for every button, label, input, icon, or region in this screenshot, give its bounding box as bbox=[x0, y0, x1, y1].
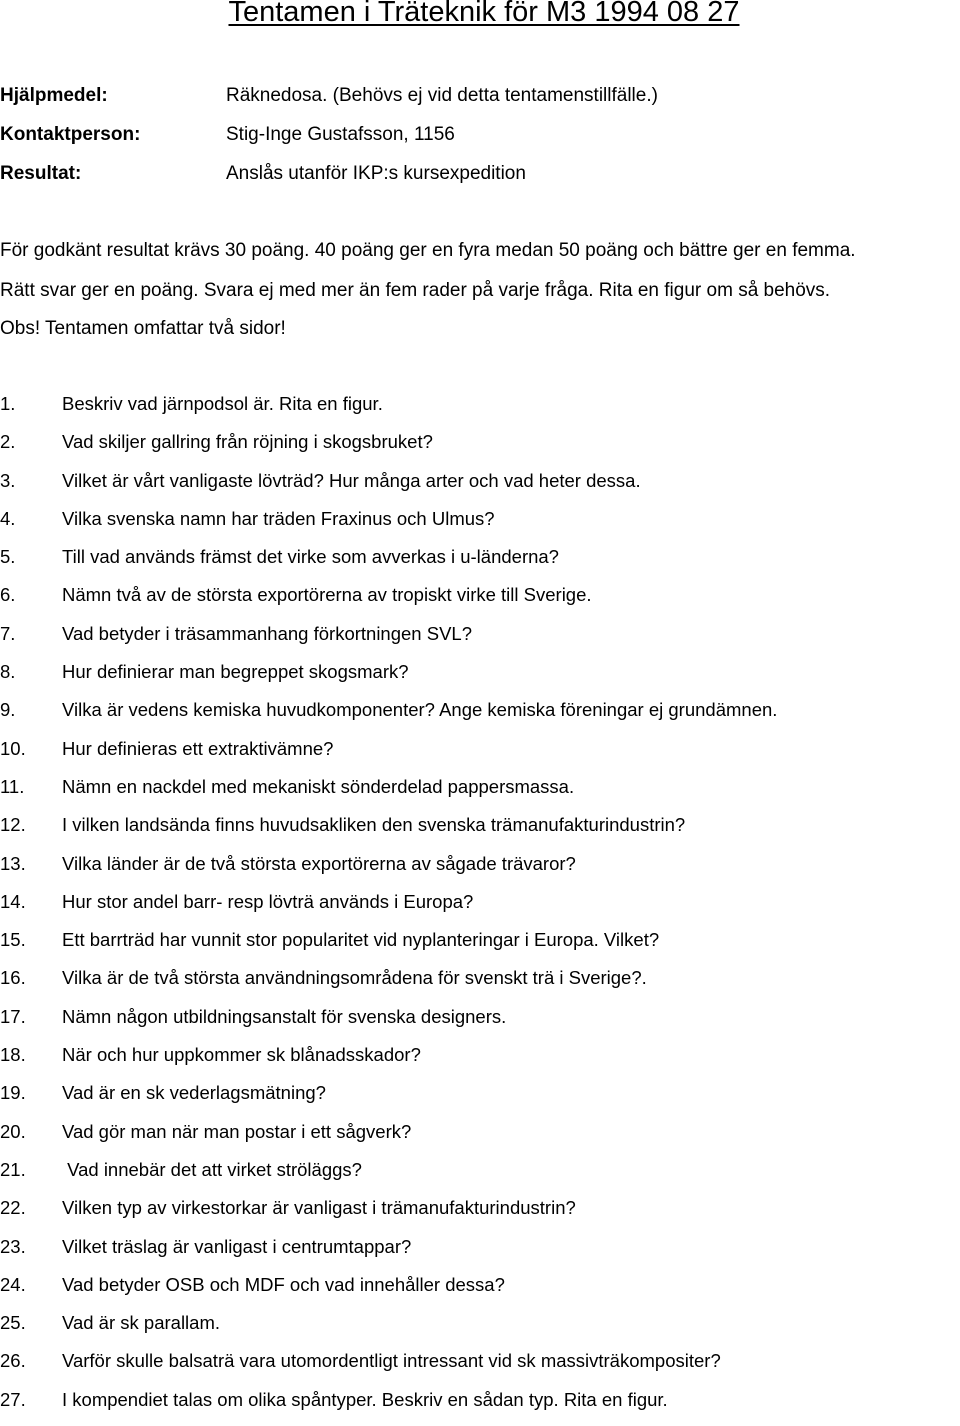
question-number: 8. bbox=[0, 661, 16, 683]
question-number: 18. bbox=[0, 1044, 26, 1066]
question-number: 22. bbox=[0, 1197, 26, 1219]
question-number: 17. bbox=[0, 1005, 26, 1027]
question-number: 20. bbox=[0, 1120, 26, 1142]
question-text: Vad gör man när man postar i ett sågverk? bbox=[62, 1120, 412, 1142]
question-text: Vad är en sk vederlagsmätning? bbox=[62, 1082, 326, 1104]
question-number: 5. bbox=[0, 546, 16, 568]
question-text: Vad innebär det att virket ströläggs? bbox=[62, 1158, 362, 1180]
question-text: Vilket är vårt vanligaste lövträd? Hur många arter och vad heter dessa. bbox=[62, 469, 641, 491]
question-number: 1. bbox=[0, 393, 16, 414]
question-number: 24. bbox=[0, 1273, 26, 1295]
question-number: 21. bbox=[0, 1158, 26, 1180]
question-number: 7. bbox=[0, 622, 16, 644]
question-text: Vilka är de två största användningsområdena för svenskt trä i Sverige?. bbox=[62, 967, 647, 989]
question-number: 23. bbox=[0, 1235, 26, 1257]
question-text: I kompendiet talas om olika spåntyper. Beskriv en sådan typ. Rita en figur. bbox=[62, 1388, 668, 1410]
question-number: 3. bbox=[0, 469, 16, 491]
question-text: Vad skiljer gallring från röjning i skogsbruket? bbox=[62, 431, 433, 453]
question-text: Till vad används främst det virke som avverkas i u-länderna? bbox=[62, 546, 559, 568]
meta-label: Kontaktperson: bbox=[0, 124, 141, 145]
question-number: 10. bbox=[0, 737, 26, 759]
question-text: När och hur uppkommer sk blånadsskador? bbox=[62, 1044, 421, 1066]
question-text: Varför skulle balsaträ vara utomordentligt intressant vid sk massivträkompositer? bbox=[62, 1350, 721, 1372]
question-text: Hur definierar man begreppet skogsmark? bbox=[62, 661, 409, 683]
question-text: Vilken typ av virkestorkar är vanligast i trämanufakturindustrin? bbox=[62, 1197, 576, 1219]
question-text: Vilka är vedens kemiska huvudkomponenter? Ange kemiska föreningar ej grundämnen. bbox=[62, 699, 778, 721]
question-number: 9. bbox=[0, 699, 16, 721]
question-number: 6. bbox=[0, 584, 16, 606]
question-text: I vilken landsända finns huvudsakliken den svenska trämanufakturindustrin? bbox=[62, 814, 686, 836]
question-number: 26. bbox=[0, 1350, 26, 1372]
meta-value: Stig-Inge Gustafsson, 1156 bbox=[226, 124, 455, 145]
question-number: 16. bbox=[0, 967, 26, 989]
instruction-line: Rätt svar ger en poäng. Svara ej med mer än fem rader på varje fråga. Rita en figur om så behövs. bbox=[0, 280, 831, 301]
question-number: 11. bbox=[0, 775, 25, 797]
meta-label: Hjälpmedel: bbox=[0, 85, 108, 106]
question-text: Vilka länder är de två största exportörerna av sågade trävaror? bbox=[62, 852, 576, 874]
instruction-line: För godkänt resultat krävs 30 poäng. 40 poäng ger en fyra medan 50 poäng och bättre ger en femma. bbox=[0, 240, 856, 261]
question-text: Nämn någon utbildningsanstalt för svenska designers. bbox=[62, 1005, 507, 1027]
question-text: Hur definieras ett extraktivämne? bbox=[62, 737, 334, 759]
question-text: Hur stor andel barr- resp lövträ används i Europa? bbox=[62, 890, 474, 912]
question-number: 27. bbox=[0, 1388, 26, 1410]
question-number: 12. bbox=[0, 814, 26, 836]
question-text: Vilket träslag är vanligast i centrumtappar? bbox=[62, 1235, 412, 1257]
question-text: Vad betyder OSB och MDF och vad innehåller dessa? bbox=[62, 1273, 505, 1295]
question-number: 15. bbox=[0, 929, 26, 951]
meta-value: Räknedosa. (Behövs ej vid detta tentamenstillfälle.) bbox=[226, 85, 658, 106]
question-number: 19. bbox=[0, 1082, 26, 1104]
question-number: 4. bbox=[0, 507, 16, 529]
question-text: Beskriv vad järnpodsol är. Rita en figur. bbox=[62, 393, 383, 414]
meta-value: Anslås utanför IKP:s kursexpedition bbox=[226, 163, 526, 184]
question-text: Nämn två av de största exportörerna av tropiskt virke till Sverige. bbox=[62, 584, 592, 606]
instruction-line: Obs! Tentamen omfattar två sidor! bbox=[0, 318, 286, 339]
question-text: Vad betyder i träsammanhang förkortningen SVL? bbox=[62, 622, 472, 644]
meta-label: Resultat: bbox=[0, 163, 82, 184]
question-text: Vilka svenska namn har träden Fraxinus och Ulmus? bbox=[62, 507, 495, 529]
question-number: 14. bbox=[0, 890, 26, 912]
question-number: 13. bbox=[0, 852, 26, 874]
question-text: Nämn en nackdel med mekaniskt sönderdelad pappersmassa. bbox=[62, 775, 575, 797]
question-number: 2. bbox=[0, 431, 16, 453]
question-number: 25. bbox=[0, 1312, 26, 1334]
question-text: Ett barrträd har vunnit stor popularitet vid nyplanteringar i Europa. Vilket? bbox=[62, 929, 660, 951]
page-title: Tentamen i Träteknik för M3 1994 08 27 bbox=[228, 0, 740, 28]
question-text: Vad är sk parallam. bbox=[62, 1312, 220, 1334]
